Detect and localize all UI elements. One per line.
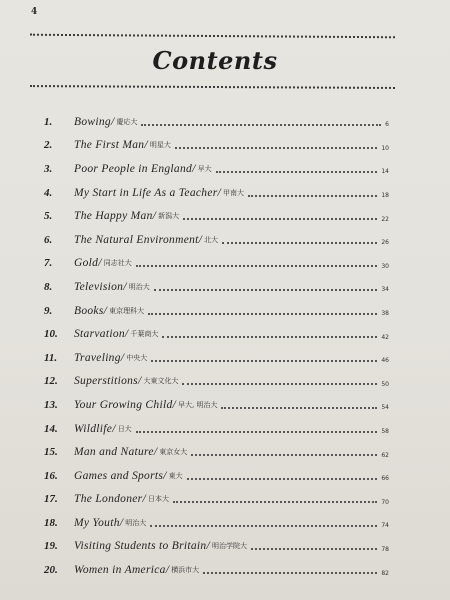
toc-leader-dots [175,147,378,149]
toc-entry-source: 早大, 明治大 [178,400,218,409]
toc-entry-source: 横浜市大 [171,566,200,575]
toc-entry-number: 2. [44,139,53,152]
decorative-rule-under-title [30,85,395,89]
toc-entry-title: Women in America [74,564,166,577]
toc-entry-source: 日大 [117,424,132,433]
toc-leader-dots [136,265,378,267]
toc-entry-number: 20. [44,564,58,577]
toc-entry-title: Visiting Students to Britain [74,540,207,553]
toc-separator: / [123,280,127,293]
toc-entry [44,511,389,535]
toc-entry [44,204,389,228]
toc-separator: / [119,516,124,529]
toc-entry-source: 新潟大 [158,212,180,221]
toc-entry-page: 26 [381,239,389,247]
toc-entry-page: 6 [385,121,389,129]
toc-entry-number: 5. [44,210,53,223]
toc-entry-page: 46 [381,357,389,365]
toc-leader-dots [148,313,377,315]
toc-leader-dots [216,171,378,173]
toc-entry-number: 12. [44,375,58,388]
toc-entry-title: Games and Sports [74,469,164,482]
toc-separator: / [112,422,116,435]
toc-entry-page: 10 [381,144,389,152]
toc-separator: / [163,469,167,482]
toc-entry [44,558,389,582]
page-title: Contents [152,46,278,75]
toc-separator: / [172,398,176,411]
toc-entry [44,346,389,370]
toc-separator: / [144,139,148,152]
toc-entry-page: 30 [381,262,389,270]
page-number: 4 [31,7,38,17]
toc-separator: / [120,351,125,364]
toc-entry-number: 10. [44,328,58,341]
toc-leader-dots [173,501,377,503]
toc-separator: / [124,328,129,341]
toc-entry-number: 15. [44,446,58,459]
toc-entry-source: 北大 [204,235,219,244]
toc-entry-title: The Happy Man [74,210,153,223]
toc-entry-page: 14 [381,168,389,176]
toc-entry [44,181,389,205]
toc-entry [44,488,389,512]
toc-entry [44,370,389,394]
toc-leader-dots [182,383,377,385]
toc-leader-dots [162,336,377,338]
toc-entry-title: My Youth [74,516,120,529]
toc-entry [44,134,389,158]
toc-entry-source: 早大 [197,164,212,173]
toc-leader-dots [221,407,377,409]
toc-separator: / [137,375,142,388]
toc-entry-title: Gold [74,257,99,270]
toc-entry-page: 38 [381,310,389,318]
toc-separator: / [142,493,146,506]
toc-leader-dots [141,124,381,126]
toc-entry-source: 明治学院大 [211,542,247,551]
toc-entry [44,299,389,323]
toc-entry-page: 78 [381,545,389,553]
toc-entry [44,322,389,346]
toc-entry-source: 明治大 [125,518,147,527]
toc-entry-page: 82 [381,569,389,577]
toc-entry [44,110,389,134]
toc-entry [44,417,389,441]
toc-separator: / [165,564,170,577]
toc-entry-source: 同志社大 [103,259,132,268]
toc-separator: / [192,162,196,175]
toc-entry-title: Superstitions [74,375,138,388]
toc-entry-page: 42 [381,333,389,341]
toc-leader-dots [203,572,377,574]
toc-entry [44,157,389,181]
toc-entry-page: 22 [381,215,389,223]
toc-entry-title: Traveling [74,351,121,364]
toc-entry-page: 74 [381,522,389,530]
toc-leader-dots [183,218,377,220]
toc-separator: / [110,115,115,128]
toc-entry-page: 54 [381,404,389,412]
toc-entry-number: 18. [44,516,58,529]
toc-entry-source: 慶応大 [116,117,138,126]
toc-entry-number: 9. [44,304,53,317]
toc-separator: / [198,233,203,246]
toc-separator: / [153,446,158,459]
toc-leader-dots [191,454,377,456]
toc-entry-page: 50 [381,380,389,388]
toc-entry-number: 11. [44,351,58,364]
toc-entry-source: 千葉商大 [130,330,159,339]
toc-entry-source: 甲南大 [223,188,245,197]
toc-entry-page: 58 [381,428,389,436]
toc-entry-title: The Natural Environment [74,233,199,246]
toc-leader-dots [222,242,377,244]
toc-leader-dots [251,548,377,550]
toc-entry-number: 14. [44,422,58,435]
toc-entry [44,275,389,299]
toc-entry-number: 8. [44,280,53,293]
toc-entry-source: 明治大 [128,282,150,291]
toc-entry-title: The Londoner [74,493,143,506]
toc-separator: / [217,186,222,199]
toc-entry-number: 1. [44,115,53,128]
toc-entry-title: Poor People in England [74,162,193,175]
toc-entry-source: 日本大 [147,495,169,504]
toc-entry-number: 19. [44,540,58,553]
toc-entry-source: 大東文化大 [143,377,179,386]
toc-leader-dots [248,195,377,197]
toc-separator: / [98,257,102,270]
toc-entry-number: 3. [44,162,53,175]
toc-entry-source: 東京理科大 [109,306,145,315]
toc-entry-number: 7. [44,257,53,270]
toc-entry-title: My Start in Life As a Teacher [74,186,218,199]
toc-entry-title: Books [74,304,104,317]
toc-entry-number: 4. [44,186,53,199]
toc-entry-page: 70 [381,498,389,506]
toc-entry-title: Your Growing Child [74,398,173,411]
toc-leader-dots [154,289,378,291]
toc-entry-source: 中央大 [126,353,148,362]
toc-entry-title: Television [74,280,124,293]
toc-entry [44,464,389,488]
toc-leader-dots [187,478,378,480]
toc-entry-page: 66 [381,475,389,483]
toc-entry-page: 18 [381,192,389,200]
toc-entry-page: 34 [381,286,389,294]
toc-entry [44,393,389,417]
toc-entry-title: Bowing [74,115,111,128]
toc-leader-dots [136,431,378,433]
toc-entry [44,252,389,276]
toc-separator: / [103,304,108,317]
toc-leader-dots [151,360,377,362]
toc-entry-title: Wildlife [74,422,113,435]
decorative-rule-top [30,34,395,39]
toc-entry-number: 6. [44,233,53,246]
toc-entry [44,440,389,464]
toc-entry-title: Man and Nature [74,446,154,459]
toc-entry-source: 明星大 [149,141,171,150]
toc-entry-source: 東京女大 [159,448,188,457]
toc-entry-page: 62 [381,451,389,459]
toc-separator: / [152,210,157,223]
toc-entry-number: 13. [44,398,58,411]
toc-entry-source: 東大 [168,471,183,480]
toc-entry-number: 16. [44,469,58,482]
table-of-contents [44,110,389,582]
toc-separator: / [206,540,210,553]
toc-entry [44,535,389,559]
toc-entry [44,228,389,252]
toc-entry-title: Starvation [74,328,125,341]
toc-entry-number: 17. [44,493,58,506]
toc-leader-dots [150,525,377,527]
toc-entry-title: The First Man [74,139,145,152]
